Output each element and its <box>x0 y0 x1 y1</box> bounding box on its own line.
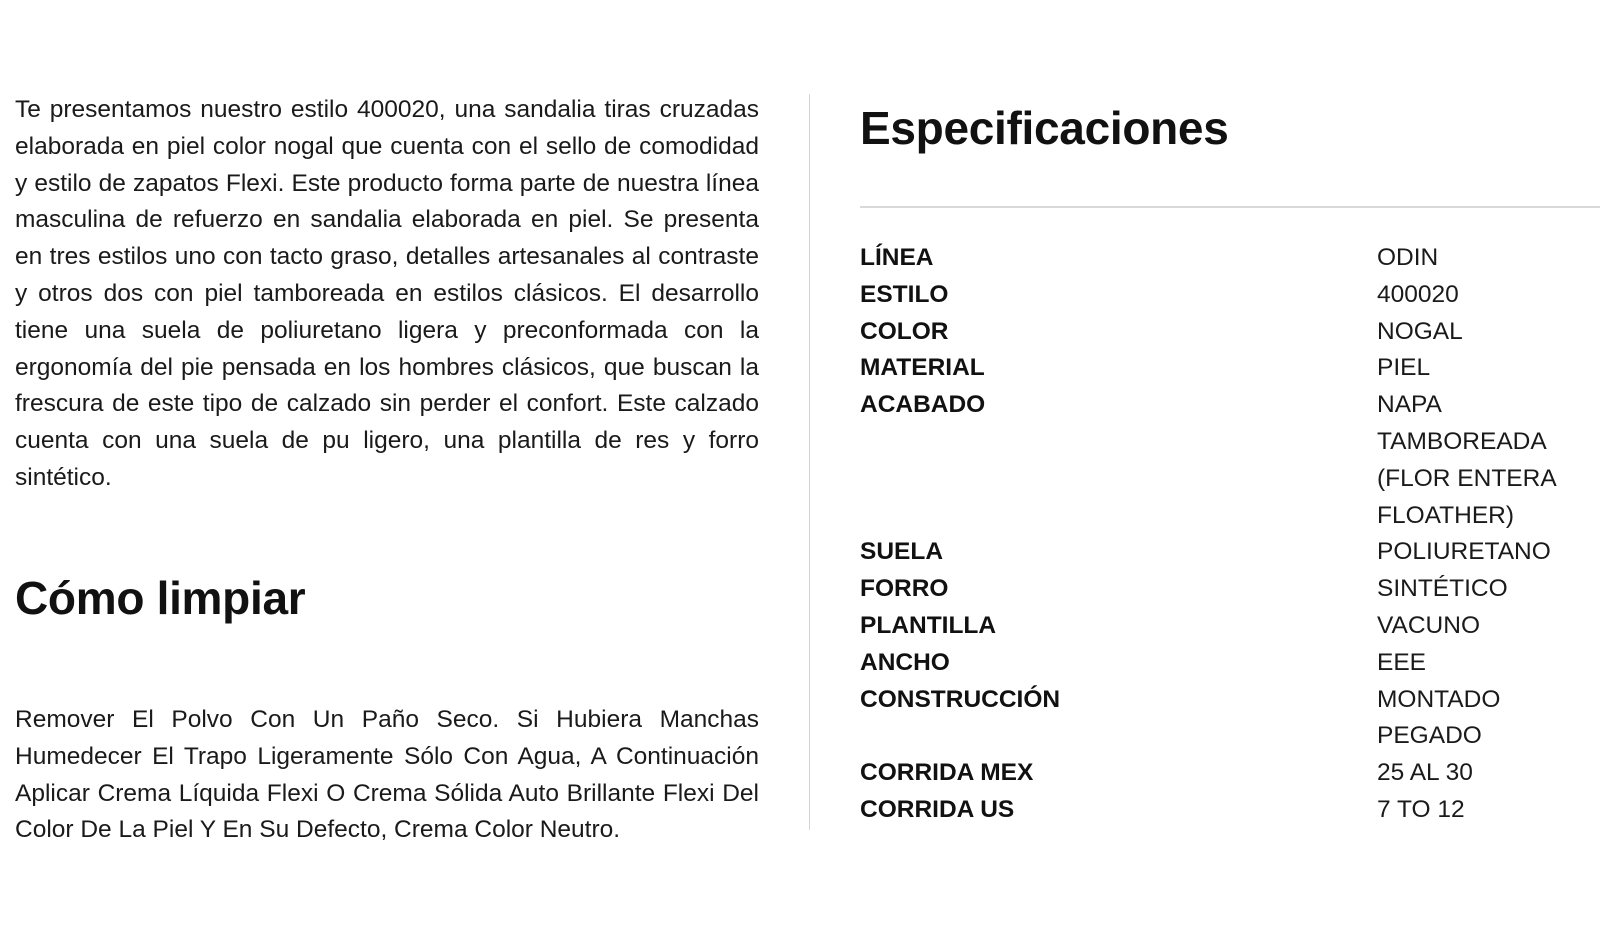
cleaning-instructions: Remover El Polvo Con Un Paño Seco. Si Hubiera Manchas Humedecer El Trapo Ligeramente Sólo Con Agua, A Continuación Aplicar Crema Líquida Flexi O Crema Sólida Auto Brillante Flexi Del Color De La Piel Y En Su Defecto, Crema Color Neutro. <box>15 706 759 844</box>
spec-label: MATERIAL <box>860 354 985 382</box>
spec-row-acabado <box>860 387 1600 534</box>
column-divider <box>809 94 810 830</box>
spec-label: COLOR <box>860 317 949 345</box>
spec-value: VACUNO <box>1377 611 1481 639</box>
spec-row-estilo <box>860 277 1600 314</box>
product-description: Te presentamos nuestro estilo 400020, una sandalia tiras cruzadas elaborada en piel color nogal que cuenta con el sello de comodidad y estilo de zapatos Flexi. Este producto forma parte de nuestra línea masculina de refuerzo en sandalia elaborada en piel. Se presenta en tres estilos uno con tacto graso, detalles artesanales al contraste y otros dos con piel tamboreada en estilos clásicos. El desarrollo tiene una suela de poliuretano ligera y preconformada con la ergonomía del pie pensada en los hombres clásicos, que buscan la frescura de este tipo de calzado sin perder el confort. Este calzado cuenta con una suela de pu ligero, una plantilla de res y forro sintético. <box>15 96 759 491</box>
specifications-panel <box>860 96 1600 823</box>
spec-value: 7 TO 12 <box>1377 795 1465 823</box>
spec-label: LÍNEA <box>860 244 934 271</box>
spec-label: PLANTILLA <box>860 611 997 639</box>
spec-value: 400020 <box>1377 280 1459 308</box>
spec-value: ODIN <box>1377 244 1439 271</box>
spec-value: 25 AL 30 <box>1377 759 1473 787</box>
spec-value: NOGAL <box>1377 317 1463 345</box>
spec-label: CONSTRUCCIÓN <box>860 685 1061 713</box>
spec-row-corrida-us <box>860 792 1600 829</box>
spec-value: SINTÉTICO <box>1377 575 1508 603</box>
cleaning-title: Cómo limpiar <box>15 572 306 624</box>
spec-row-linea <box>860 240 1600 277</box>
specifications-divider <box>860 206 1600 208</box>
spec-row-suela <box>860 534 1600 571</box>
spec-label: SUELA <box>860 538 944 566</box>
spec-value: NAPA TAMBOREADA (FLOR ENTERA FLOATHER) <box>1377 391 1556 529</box>
spec-label: ACABADO <box>860 391 986 419</box>
spec-label: ESTILO <box>860 280 949 308</box>
specifications-title: Especificaciones <box>860 102 1229 154</box>
spec-row-color <box>860 314 1600 351</box>
spec-row-plantilla <box>860 608 1600 645</box>
spec-label: ANCHO <box>860 648 950 676</box>
spec-value: POLIURETANO <box>1377 538 1551 566</box>
spec-row-corrida-mex <box>860 755 1600 792</box>
spec-row-construccion <box>860 682 1600 756</box>
spec-value: PIEL <box>1377 354 1431 382</box>
spec-row-material <box>860 350 1600 387</box>
spec-label: CORRIDA US <box>860 795 1015 823</box>
spec-label: CORRIDA MEX <box>860 759 1034 787</box>
spec-row-forro <box>860 571 1600 608</box>
product-info-column <box>15 92 759 844</box>
spec-value: MONTADO PEGADO <box>1377 685 1501 750</box>
specifications-table <box>860 240 1600 829</box>
spec-value: EEE <box>1377 648 1427 676</box>
spec-label: FORRO <box>860 575 949 603</box>
spec-row-ancho <box>860 645 1600 682</box>
